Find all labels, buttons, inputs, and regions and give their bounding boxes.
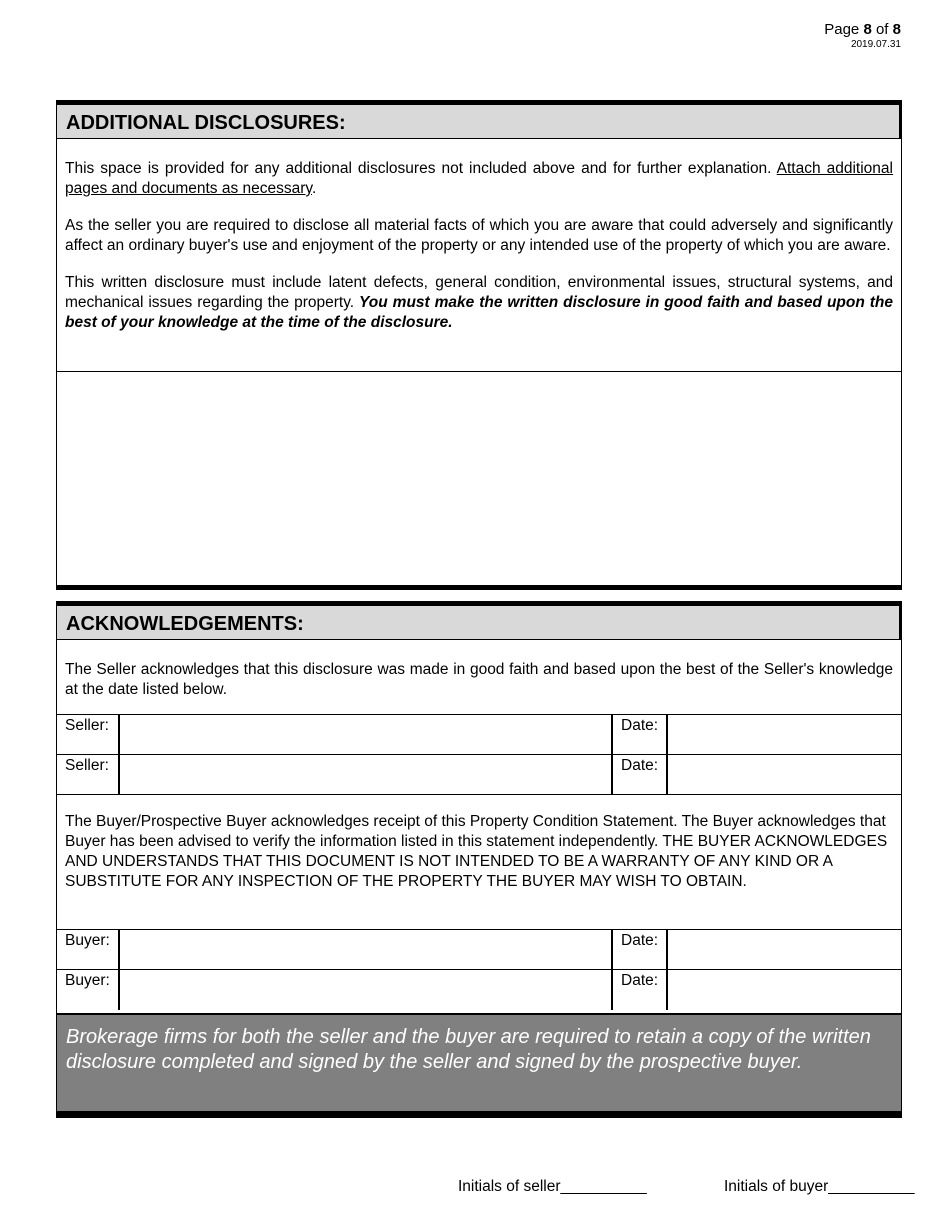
buyer-row-2 — [57, 969, 901, 1010]
buyer-date-field[interactable] — [668, 970, 901, 1010]
buyer-label: Buyer: — [57, 970, 120, 1010]
additional-p3 — [65, 273, 893, 333]
additional-p1 — [65, 159, 893, 199]
seller-ack-text — [57, 660, 901, 700]
additional-disclosures-input-area[interactable] — [57, 371, 901, 585]
seller-signature-field[interactable] — [120, 715, 611, 755]
seller-signature-field[interactable] — [120, 755, 611, 795]
additional-p3-text: This written disclosure must include latent defects, general condition, environmental issues, structural systems, and mechanical issues regarding the property. — [65, 274, 893, 311]
acknowledgements-title: ACKNOWLEDGEMENTS: — [57, 606, 901, 640]
page-number — [824, 21, 901, 39]
buyer-row-1 — [57, 929, 901, 970]
buyer-signature-field[interactable] — [120, 970, 611, 1010]
page-sep: of — [875, 21, 889, 38]
date-label: Date: — [611, 970, 668, 1010]
additional-disclosures-body — [57, 159, 901, 333]
additional-p1-text: This space is provided for any additional disclosures not included above and for further explanation. — [65, 160, 777, 177]
additional-p2: As the seller you are required to disclose all material facts of which you are aware that could adversely and significantly affect an ordinary buyer's use and enjoyment of the property or any intended use of the property of which you are aware. — [65, 217, 893, 254]
seller-label: Seller: — [57, 755, 120, 795]
seller-date-field[interactable] — [668, 755, 901, 795]
seller-row-1 — [57, 714, 901, 755]
initials-of-seller[interactable]: Initials of seller__________ — [458, 1178, 647, 1195]
acknowledgements-section — [56, 601, 902, 1118]
good-faith-note: You must make the written disclosure in good faith and based upon the best of your knowledge at the time of the disclosure. — [65, 294, 894, 331]
seller-label: Seller: — [57, 715, 120, 755]
initials-of-buyer[interactable]: Initials of buyer__________ — [724, 1178, 915, 1195]
brokerage-notice: Brokerage firms for both the seller and the buyer are required to retain a copy of the written disclosure completed and signed by the seller and signed by the prospective buyer. — [57, 1013, 901, 1111]
additional-disclosures-section — [56, 100, 902, 590]
date-label: Date: — [611, 715, 668, 755]
buyer-label: Buyer: — [57, 930, 120, 970]
seller-row-2 — [57, 754, 901, 795]
page-header — [824, 21, 901, 50]
seller-ack-paragraph: The Seller acknowledges that this disclosure was made in good faith and based upon the best of the Seller's knowledge at the date listed below. — [65, 661, 893, 698]
attach-pages-note: Attach additional pages and documents as necessary — [65, 160, 893, 197]
doc-date: 2019.07.31 — [850, 39, 901, 50]
buyer-ack-text: The Buyer/Prospective Buyer acknowledges receipt of this Property Condition Statement. The Buyer acknowledges that Buyer has been advised to verify the information listed in this statement independently. THE BUYER ACKNOWLEDGES AND UNDERSTANDS THAT THIS DOCUMENT IS NOT INTENDED TO BE A WARRANTY OF ANY KIND OR A SUBSTITUTE FOR ANY INSPECTION OF THE PROPERTY THE BUYER MAY WISH TO OBTAIN. — [57, 794, 901, 929]
buyer-date-field[interactable] — [668, 930, 901, 970]
additional-disclosures-title: ADDITIONAL DISCLOSURES: — [57, 105, 901, 139]
date-label: Date: — [611, 930, 668, 970]
page-total: 8 — [892, 21, 901, 38]
date-label: Date: — [611, 755, 668, 795]
page-current: 8 — [863, 21, 872, 38]
additional-p1-end: . — [312, 180, 317, 197]
page-prefix: Page — [824, 21, 860, 38]
buyer-signature-field[interactable] — [120, 930, 611, 970]
seller-date-field[interactable] — [668, 715, 901, 755]
